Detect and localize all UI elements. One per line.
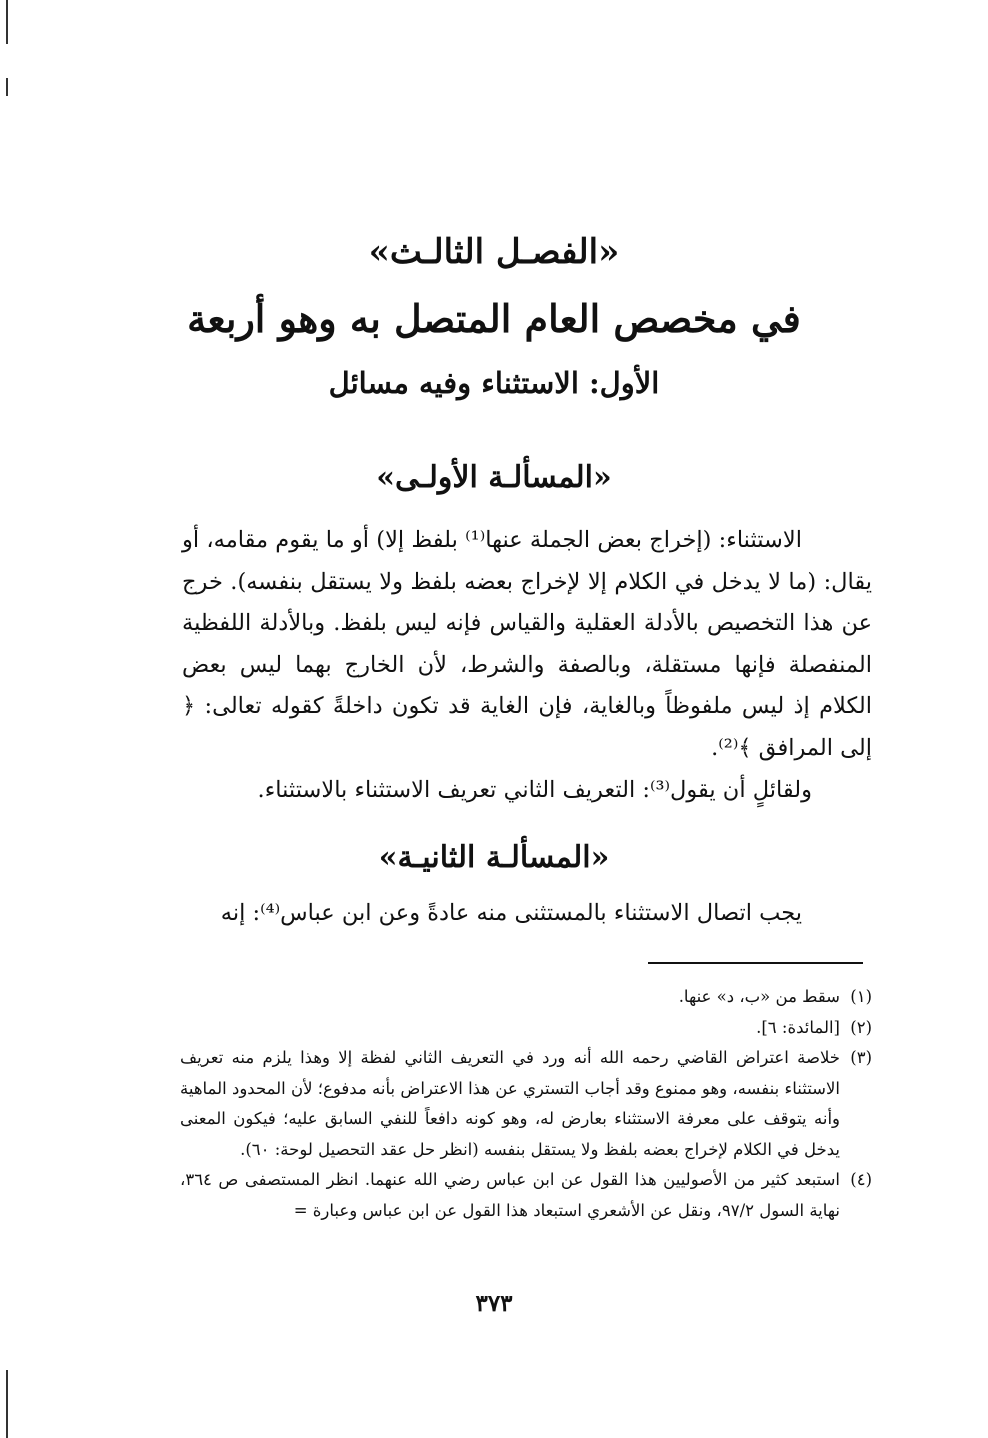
section-title: الأول: الاستثناء وفيه مسائل bbox=[328, 366, 660, 400]
scan-edge-mark bbox=[6, 0, 8, 44]
footnote-text: استبعد كثير من الأصوليين هذا القول عن ابن عباس رضي الله عنهما. انظر المستصفى ص ٣٦٤، نهاية السول ٩٧/٢، ونقل عن الأشعري استبعاد هذا القول عن ابن عباس وعبارة = bbox=[180, 1170, 840, 1220]
footnote-text: خلاصة اعتراض القاضي رحمه الله أنه ورد في التعريف الثاني لفظة إلا وهذا يلزم منه تعريف الاستثناء بنفسه، وهو ممنوع وقد أجاب التستري عن هذا الاعتراض بأنه مدفوع؛ لأن المحدود الماهية وأنه يتوقف على معرفة الاستثناء بعارض له، وهو كونه دافعاً للنفي السابق عليه؛ فيكون المعنى يدخل في الكلام لإخراج بعضه بلفظ ولا يستقل بنفسه (انظر حل عقد التحصيل لوحة: ٦٠). bbox=[180, 1048, 840, 1159]
footnote-number: (٤) bbox=[850, 1170, 872, 1189]
mas2-paragraph-1: يجب اتصال الاستثناء بالمستثنى منه عادةً وعن ابن عباس⁽⁴⁾: إنه bbox=[220, 900, 802, 926]
footnote-number: (٢) bbox=[850, 1017, 872, 1037]
mas1-heading: «المسألـة الأولـى» bbox=[376, 460, 612, 495]
footnote-separator bbox=[648, 962, 863, 964]
footnote-item bbox=[180, 1013, 872, 1044]
footnotes bbox=[180, 982, 872, 1226]
footnote-number: (١) bbox=[850, 987, 872, 1006]
chapter-heading: «الفصـل الثالـث» bbox=[368, 232, 620, 272]
mas1-paragraph-1: الاستثناء: (إخراج بعض الجملة عنها⁽¹⁾ بلفظ إلا) أو ما يقوم مقامه، أو يقال: (ما لا يدخل في الكلام إلا لإخراج بعضه بلفظ ولا يستقل بنفسه). خرج عن هذا التخصيص بالأدلة العقلية والقياس فإنه ليس بلفظ. وبالأدلة اللفظية المنفصلة فإنها مستقلة، وبالصفة والشرط، لأن الخارج بهما ليس بعض الكلام إذ ليس ملفوظاً وبالغاية، فإن الغاية قد تكون داخلةً كقوله تعالى: ﴿ إلى المرافق ﴾⁽²⁾. bbox=[182, 527, 872, 761]
footnote-item bbox=[180, 1043, 872, 1165]
mas2-heading: «المسألـة الثانيـة» bbox=[378, 840, 610, 875]
scan-edge-mark bbox=[6, 78, 8, 96]
scan-edge-mark bbox=[6, 1370, 8, 1438]
footnote-text: سقط من «ب، د» عنها. bbox=[678, 987, 840, 1006]
footnote-item bbox=[180, 1165, 872, 1226]
footnote-item bbox=[180, 982, 872, 1013]
footnote-text: [المائدة: ٦]. bbox=[756, 1017, 840, 1037]
page-number: ٣٧٣ bbox=[475, 1290, 513, 1317]
footnote-number: (٣) bbox=[850, 1048, 872, 1067]
mas1-paragraph-2: ولقائلٍ أن يقول⁽³⁾: التعريف الثاني تعريف الاستثناء بالاستثناء. bbox=[257, 777, 812, 803]
chapter-title: في مخصص العام المتصل به وهو أربعة bbox=[187, 296, 801, 341]
